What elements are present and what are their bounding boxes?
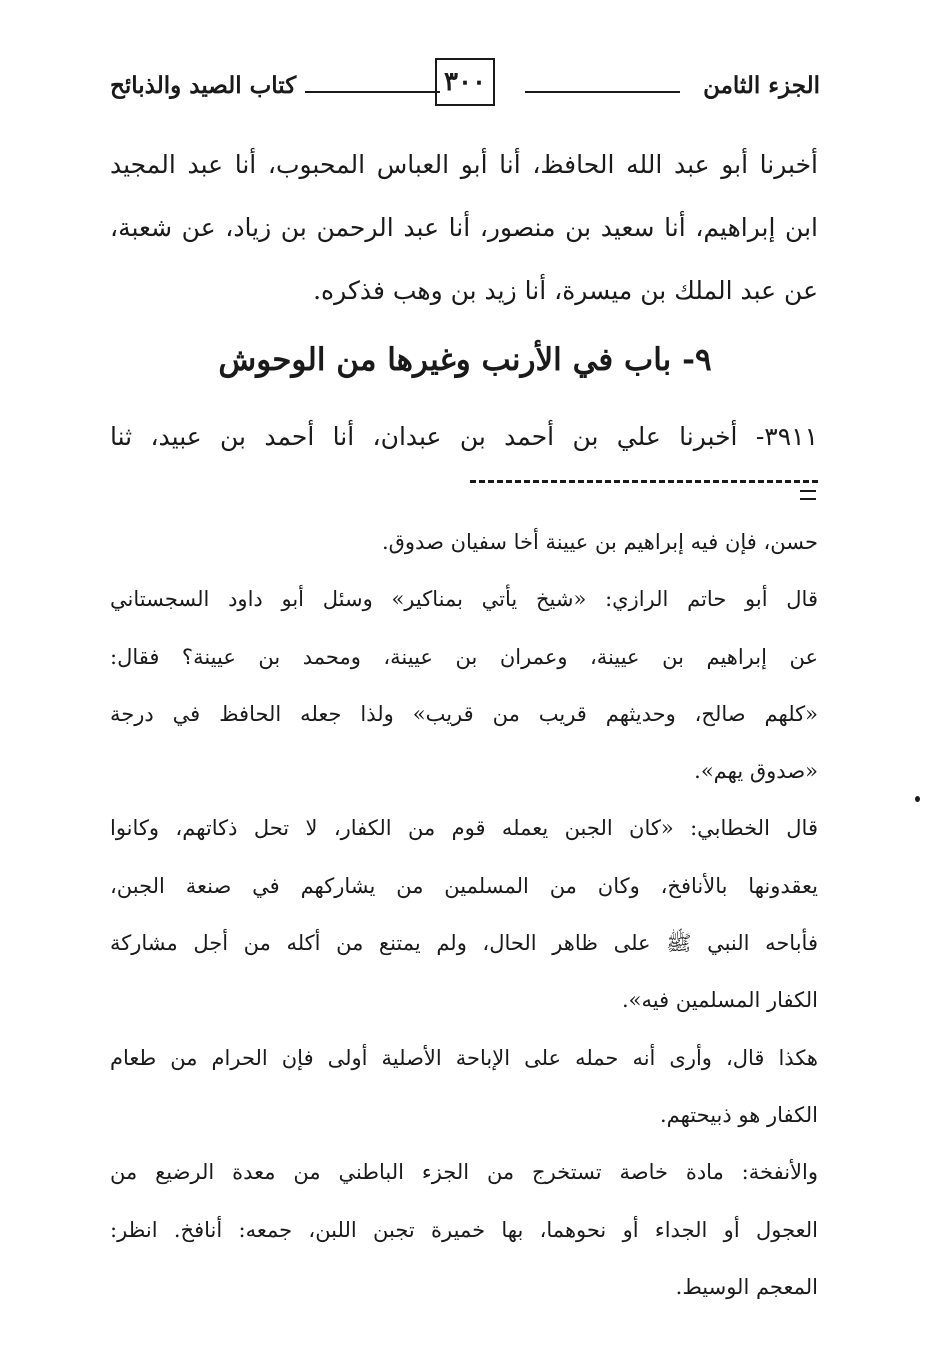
running-header (110, 58, 820, 118)
stray-ink-dot (915, 796, 920, 802)
footnote-line: «صدوق يهم». (694, 759, 818, 784)
header-rule-right (525, 91, 680, 93)
text-line: ابن إبراهيم، أنا سعيد بن منصور، أنا عبد الرحمن بن زياد، عن شعبة، (110, 213, 818, 242)
footnotes (110, 520, 818, 1322)
chapter-heading: ٩- باب في الأرنب وغيرها من الوحوش (218, 342, 712, 378)
footnote-line: والأنفخة: مادة خاصة تستخرج من الجزء الباطني من معدة الرضيع من (110, 1160, 818, 1185)
footnote-separator (470, 480, 818, 483)
footnote-line: «كلهم صالح، وحديثهم قريب من قريب» ولذا جعله الحافظ في درجة (110, 701, 818, 726)
footnote-line: الكفار هو ذبيحتهم. (659, 1102, 818, 1127)
continuation-mark (800, 490, 816, 500)
footnote-line: حسن، فإن فيه إبراهيم بن عيينة أخا سفيان صدوق. (381, 530, 818, 554)
footnote-line: هكذا قال، وأرى أنه حمله على الإباحة الأصلية أولى فإن الحرام من طعام (110, 1045, 818, 1070)
page-number: ٣٠٠ (435, 58, 495, 106)
text-line: أخبرنا أبو عبد الله الحافظ، أنا أبو العباس المحبوب، أنا عبد المجيد (110, 150, 818, 179)
footnote-line: الكفار المسلمين فيه». (621, 988, 818, 1013)
volume-label: الجزء الثامن (703, 72, 820, 99)
footnote-line: قال أبو حاتم الرازي: «شيخ يأتي بمناكير» وسئل أبو داود السجستاني (110, 587, 818, 612)
footnote-line: فأباحه النبي ﷺ على ظاهر الحال، ولم يمتنع من أكله من أجل مشاركة (110, 931, 818, 956)
header-rule-left (305, 91, 440, 93)
footnote-line: عن إبراهيم بن عيينة، وعمران بن عيينة، ومحمد بن عيينة؟ فقال: (110, 644, 818, 669)
text-line: عن عبد الملك بن ميسرة، أنا زيد بن وهب فذكره. (313, 276, 818, 305)
footnote-line: يعقدونها بالأنافخ، وكان من المسلمين من يشاركهم في صنعة الجبن، (110, 873, 818, 898)
footnote-line: المعجم الوسيط. (675, 1274, 818, 1299)
main-text (110, 142, 818, 331)
footnote-line: العجول أو الجداء أو نحوهما، بها خميرة تجبن اللبن، جمعه: أنافخ. انظر: (110, 1217, 818, 1242)
footnote-line: قال الخطابي: «كان الجبن يعمله قوم من الكفار، لا تحل ذكاتهم، وكانوا (110, 816, 818, 841)
hadith-line: ٣٩١١- أخبرنا علي بن أحمد بن عبدان، أنا أحمد بن عبيد، ثنا (110, 422, 818, 451)
book-title: كتاب الصيد والذبائح (110, 72, 297, 99)
